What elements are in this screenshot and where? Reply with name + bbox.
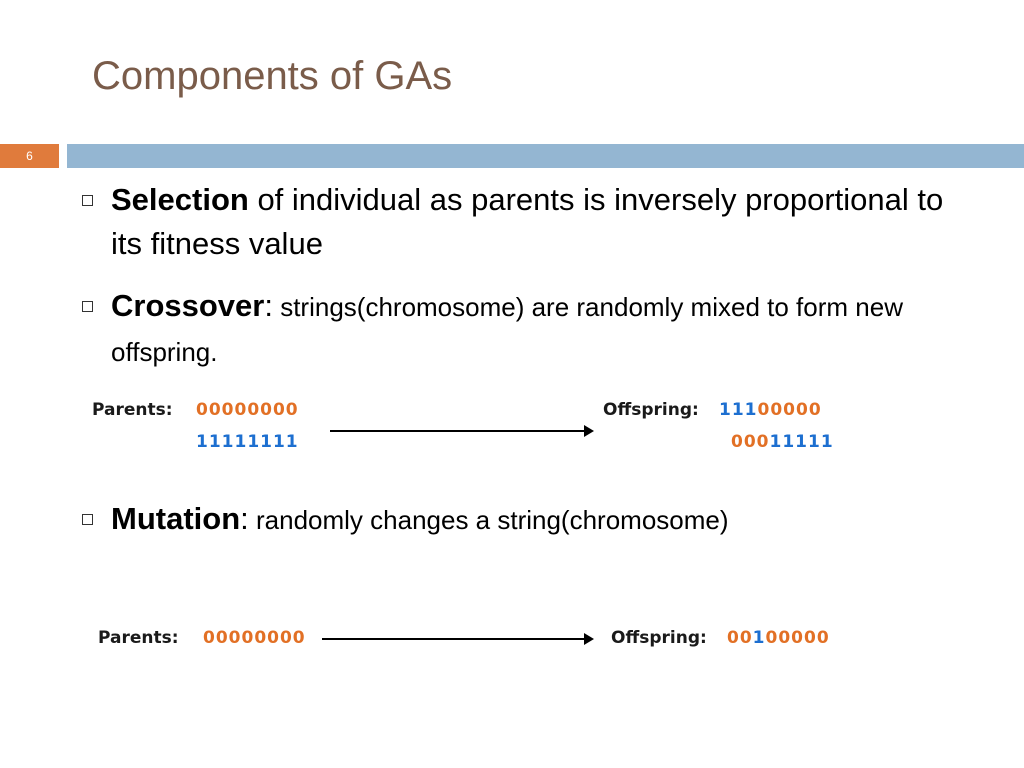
bullet-keyword: Crossover xyxy=(111,288,265,323)
gene-segment: 00000 xyxy=(765,628,830,648)
slide-title: Components of GAs xyxy=(92,54,453,98)
bullet-body: strings(chromosome) are randomly mixed to form new offspring. xyxy=(111,292,903,367)
bullet-crossover xyxy=(82,284,972,374)
crossover-parent-2: 11111111 xyxy=(196,432,299,452)
gene-segment: 00000 xyxy=(757,400,822,420)
bullet-separator: : xyxy=(240,501,249,536)
bullet-keyword: Selection xyxy=(111,182,249,217)
bullet-body: randomly changes a string(chromosome) xyxy=(248,505,729,535)
crossover-offspring-2 xyxy=(731,432,834,452)
crossover-offspring-1 xyxy=(719,400,822,420)
header-bar xyxy=(67,144,1024,168)
square-bullet-icon xyxy=(82,195,93,206)
bullet-keyword: Mutation xyxy=(111,501,241,536)
gene-segment: 000 xyxy=(731,432,770,452)
crossover-parents-label: Parents: xyxy=(92,400,173,420)
crossover-offspring-label: Offspring: xyxy=(603,400,699,420)
mutation-parent: 00000000 xyxy=(203,628,306,648)
bullet-body: of individual as parents is inversely proportional to its fitness value xyxy=(111,182,944,261)
mutation-offspring-label: Offspring: xyxy=(611,628,707,648)
crossover-parent-1: 00000000 xyxy=(196,400,299,420)
mutation-arrow-icon xyxy=(322,638,592,640)
gene-segment: 111 xyxy=(719,400,758,420)
mutation-offspring xyxy=(727,628,830,648)
bullet-separator: : xyxy=(264,288,273,323)
bullet-selection xyxy=(82,178,972,266)
bullet-text xyxy=(111,497,972,542)
mutation-parents-label: Parents: xyxy=(98,628,179,648)
gene-segment: 00 xyxy=(727,628,753,648)
bullet-text xyxy=(111,178,972,266)
gene-segment: 1 xyxy=(752,628,766,648)
square-bullet-icon xyxy=(82,301,93,312)
bullet-text xyxy=(111,284,972,374)
gene-segment: 11111 xyxy=(769,432,834,452)
slide-number: 6 xyxy=(0,144,59,168)
bullet-mutation xyxy=(82,497,972,542)
crossover-arrow-icon xyxy=(330,430,592,432)
square-bullet-icon xyxy=(82,514,93,525)
